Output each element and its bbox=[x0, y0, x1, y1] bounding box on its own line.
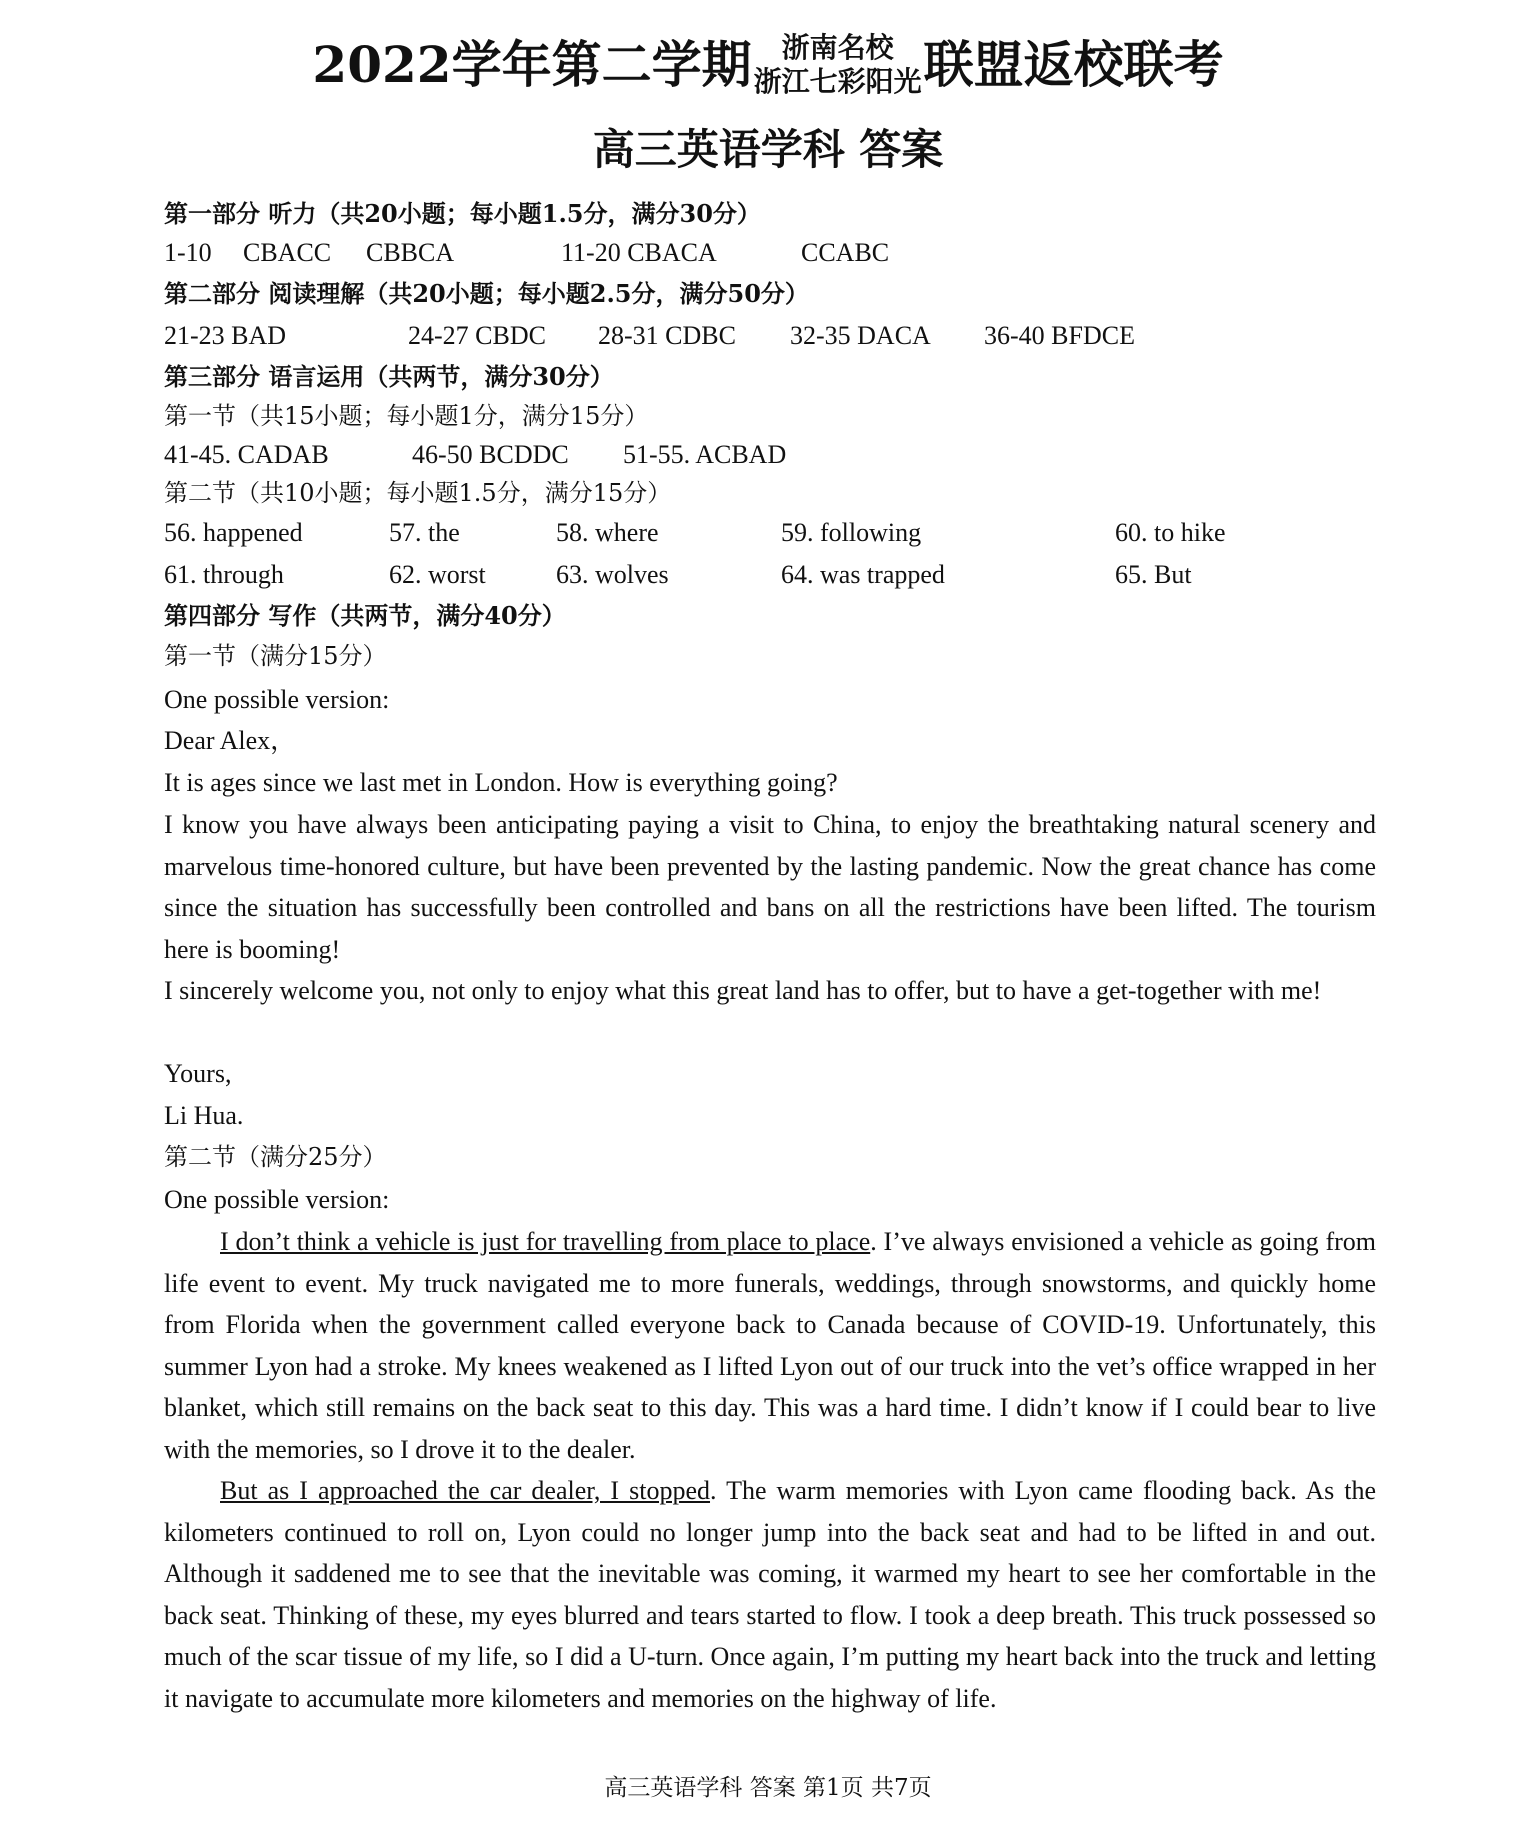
blank-answer-58: 58. where bbox=[556, 518, 659, 547]
part3-s1-answer-group-3: 51-55. ACBAD bbox=[623, 440, 787, 469]
s2-p2-body: . The warm memories with Lyon came flooding back. As the kilometers continued to roll on, Lyon could no longer jump into the back seat and had to be lifted in and out. Although it saddened me to see that the inevitable was coming, it warmed my heart to see her comfortable in the back seat. Thinking of these, my eyes blurred and tears started to flow. I took a deep breath. This truck possessed so much of the scar tissue of my life, so I did a U-turn. Once again, I’m putting my heart back into the truck and letting it navigate to accumulate more kilometers and memories on the highway of life. bbox=[164, 1476, 1376, 1713]
title-alliance-names bbox=[754, 31, 922, 99]
document-title bbox=[0, 22, 1536, 108]
title-bottom-small: 浙江七彩阳光 bbox=[753, 65, 922, 98]
part2-answer-group-2: 24-27 CBDC bbox=[408, 321, 546, 350]
s1-signature: Li Hua. bbox=[164, 1101, 244, 1130]
part3-section1-heading: 第一节（共15小题；每小题1分，满分15分） bbox=[164, 402, 649, 430]
part2-answer-group-4: 32-35 DACA bbox=[790, 321, 931, 350]
part4-section2-heading: 第二节（满分25分） bbox=[164, 1143, 387, 1171]
s2-version-label: One possible version: bbox=[164, 1185, 390, 1214]
part4-heading: 第四部分 写作（共两节，满分40分） bbox=[164, 601, 566, 630]
part1-answer-group-4: CCABC bbox=[801, 238, 890, 267]
title-right: 联盟返校联考 bbox=[923, 35, 1224, 94]
s2-p1-given-opening: I don’t think a vehicle is just for travelling from place to place bbox=[220, 1227, 871, 1256]
s2-p2-given-opening: But as I approached the car dealer, I stopped bbox=[220, 1476, 711, 1505]
blank-answer-61: 61. through bbox=[164, 560, 284, 589]
s1-paragraph-1: It is ages since we last met in London. How is everything going? bbox=[164, 768, 838, 797]
s1-paragraph-2: I know you have always been anticipating paying a visit to China, to enjoy the breathtaking natural scenery and marvelous time-honored culture, but have been prevented by the lasting pandemic. Now the great chance has come since the situation has successfully been controlled and bans on all the restrictions have been lifted. The tourism here is booming! bbox=[164, 810, 1376, 964]
part1-answer-range-1: 1-10 bbox=[164, 238, 212, 267]
part3-heading: 第三部分 语言运用（共两节，满分30分） bbox=[164, 362, 614, 391]
blank-answer-63: 63. wolves bbox=[556, 560, 669, 589]
title-top-small: 浙南名校 bbox=[781, 31, 894, 64]
part3-s1-answer-group-1: 41-45. CADAB bbox=[164, 440, 329, 469]
part2-answer-group-5: 36-40 BFDCE bbox=[984, 321, 1135, 350]
part3-section2-heading: 第二节（共10小题；每小题1.5分，满分15分） bbox=[164, 479, 672, 507]
blank-answer-64: 64. was trapped bbox=[781, 560, 945, 589]
part1-answer-group-3: 11-20 CBACA bbox=[561, 238, 717, 267]
blank-answer-60: 60. to hike bbox=[1115, 518, 1226, 547]
part4-section1-heading: 第一节（满分15分） bbox=[164, 642, 387, 670]
part1-answer-group-1: CBACC bbox=[243, 238, 332, 267]
blank-answer-62: 62. worst bbox=[389, 560, 486, 589]
s2-paragraph-2 bbox=[164, 1470, 1376, 1719]
part3-s1-answer-group-2: 46-50 BCDDC bbox=[412, 440, 569, 469]
s1-closing: Yours, bbox=[164, 1059, 232, 1088]
page-footer: 高三英语学科 答案 第1页 共7页 bbox=[604, 1775, 932, 1801]
blank-answer-57: 57. the bbox=[389, 518, 460, 547]
part2-heading: 第二部分 阅读理解（共20小题；每小题2.5分，满分50分） bbox=[164, 279, 809, 308]
part2-answer-group-3: 28-31 CDBC bbox=[598, 321, 736, 350]
document-subtitle: 高三英语学科 答案 bbox=[592, 125, 944, 174]
s1-paragraph-3: I sincerely welcome you, not only to enjoy what this great land has to offer, but to have a get-together with me! bbox=[164, 976, 1322, 1005]
s1-version-label: One possible version: bbox=[164, 685, 390, 714]
blank-answer-65: 65. But bbox=[1115, 560, 1192, 589]
blank-answer-59: 59. following bbox=[781, 518, 922, 547]
s2-p1-body: . I’ve always envisioned a vehicle as going from life event to event. My truck navigated me to more funerals, weddings, through snowstorms, and quickly home from Florida when the government called everyone back to Canada because of COVID-19. Unfortunately, this summer Lyon had a stroke. My knees weakened as I lifted Lyon out of our truck into the vet’s office wrapped in her blanket, which still remains on the back seat to this day. This was a hard time. I didn’t know if I could bear to live with the memories, so I drove it to the dealer. bbox=[164, 1227, 1376, 1464]
blank-answer-56: 56. happened bbox=[164, 518, 303, 547]
s1-greeting: Dear Alex， bbox=[164, 726, 297, 755]
part2-answer-group-1: 21-23 BAD bbox=[164, 321, 287, 350]
title-left: 2022学年第二学期 bbox=[312, 35, 752, 94]
part1-answer-group-2: CBBCA bbox=[366, 238, 455, 267]
part1-heading: 第一部分 听力（共20小题；每小题1.5分，满分30分） bbox=[164, 199, 761, 228]
s2-paragraph-1 bbox=[164, 1221, 1376, 1470]
